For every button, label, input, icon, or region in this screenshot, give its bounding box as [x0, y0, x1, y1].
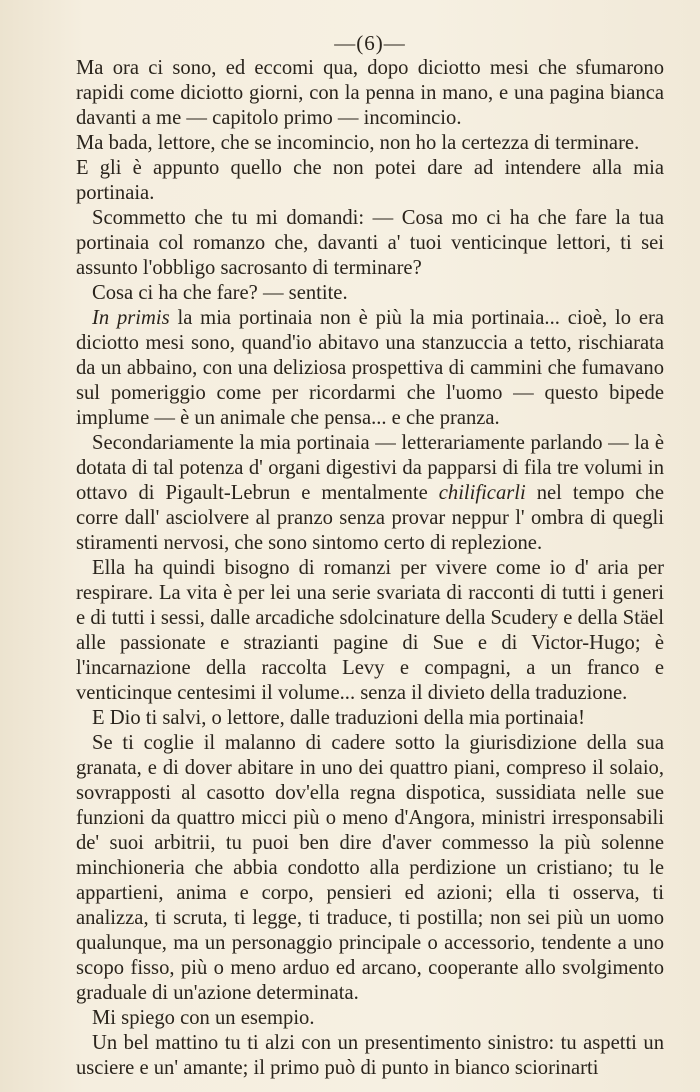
body-text — [76, 56, 664, 1081]
paragraph-8: Ella ha quindi bisogno di romanzi per vivere come io d' aria per respirare. La vita è per lei una serie svariata di racconti di tutti i generi e di tutti i sessi, dalle arcadiche sdolcinature della Scudery e della Stäel alle passionate e strazianti pagine di Sue e di Victor-Hugo; è l'incarnazione della raccolta Levy e compagni, a un franco e venticinque centesimi il volume... senza il divieto della traduzione. — [76, 557, 664, 704]
paragraph-10: Se ti coglie il malanno di cadere sotto la giurisdizione della sua granata, e di dover abitare in uno dei quattro piani, compreso il solaio, sovrapposti al casotto dov'ella regna dispotica, sussidiata nelle sue funzioni da quattro micci più o meno d'Angora, ministri irresponsabili de' suoi arbitrii, tu puoi ben dire d'aver commesso la più solenne minchioneria che abbia condotto alla perdizione un cristiano; tu le appartieni, anima e corpo, pensieri ed azioni; ella ti osserva, ti analizza, ti scruta, ti legge, ti traduce, ti postilla; non sei più un uomo qualunque, ma un personaggio principale o accessorio, tendente a uno scopo fisso, più o meno arduo ed arcano, cooperante allo svolgimento graduale di un'azione determinata. — [76, 732, 664, 1004]
paragraph-4: Scommetto che tu mi domandi: — Cosa mo ci ha che fare la tua portinaia col romanzo che, davanti a' tuoi venticinque lettori, ti sei assunto l'obbligo sacrosanto di terminare? — [76, 207, 664, 279]
paragraph-5: Cosa ci ha che fare? — sentite. — [92, 282, 348, 304]
paragraph-7 — [76, 431, 664, 556]
page-number: —(6)— — [334, 31, 406, 55]
paragraph-3: E gli è appunto quello che non potei dare ad intendere alla mia portinaia. — [76, 157, 664, 204]
paragraph-7-em: chilificarli — [438, 482, 526, 504]
paragraph-9: E Dio ti salvi, o lettore, dalle traduzioni della mia portinaia! — [92, 707, 585, 729]
paragraph-2: Ma bada, lettore, che se incomincio, non ho la certezza di terminare. — [76, 132, 640, 154]
paragraph-1: Ma ora ci sono, ed eccomi qua, dopo diciotto mesi che sfumarono rapidi come diciotto giorni, con la penna in mano, e una pagina bianca davanti a me — capitolo primo — incomincio. — [76, 57, 664, 129]
paragraph-11: Mi spiego con un esempio. — [92, 1007, 315, 1029]
paragraph-7-a: Secondariamente la mia portinaia — letterariamente parlando — la è dotata di tal potenza d' organi digestivi da papparsi di fila tre volumi in ottavo di Pigault-Lebrun e mentalmente — [76, 432, 664, 504]
paragraph-6 — [76, 306, 664, 431]
paragraph-12: Un bel mattino tu ti alzi con un presentimento sinistro: tu aspetti un usciere e un' amante; il primo può di punto in bianco sciorinarti — [76, 1032, 664, 1079]
paragraph-7-b: nel tempo che corre dall' asciolvere al pranzo senza provar neppur l' ombra di quegli stiramenti nervosi, che sono sintomo certo di replezione. — [76, 482, 664, 554]
paragraph-6-rest: la mia portinaia non è più la mia portinaia... cioè, lo era diciotto mesi sono, quand'io abitavo una stanzuccia a tetto, rischiarata da un abbaino, con una deliziosa prospettiva di cammini che fumavano sul pomeriggio come per ricordarmi che l'uomo — questo bipede implume — è un animale che pensa... e che pranza. — [76, 307, 664, 429]
paragraph-6-lead: In primis — [92, 307, 170, 329]
